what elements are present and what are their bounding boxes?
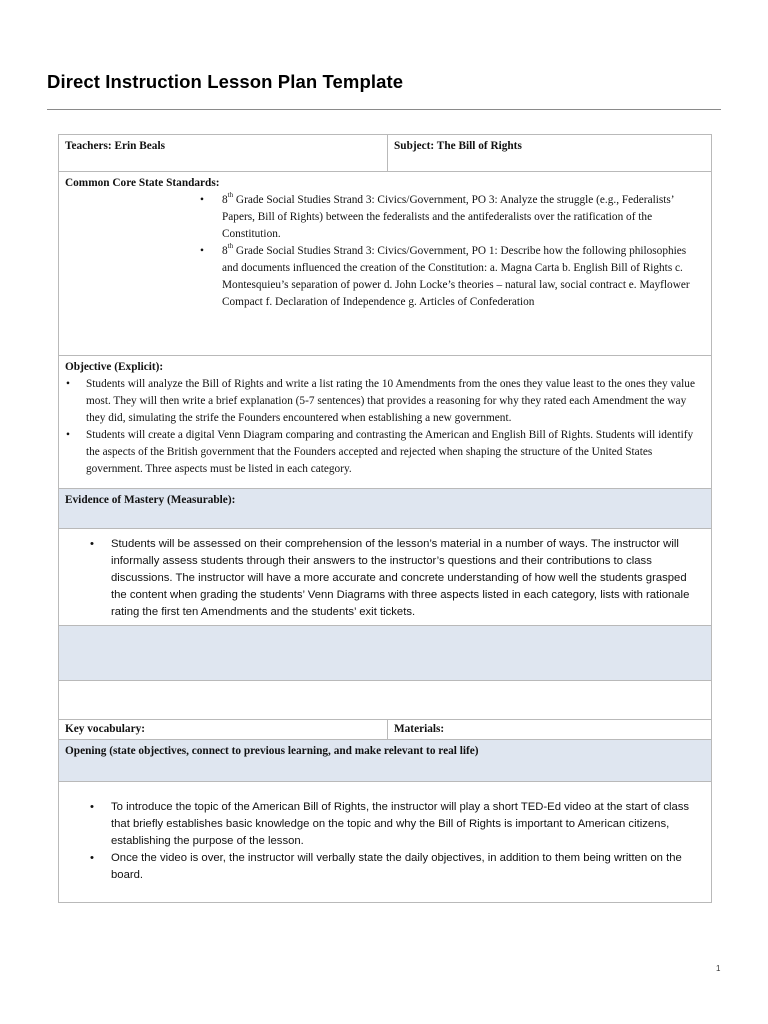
bullet-icon: •	[200, 245, 204, 257]
evidence-list	[65, 536, 705, 621]
opening-item	[65, 850, 705, 884]
opening-list	[65, 799, 705, 884]
objective-item	[65, 376, 705, 427]
title-divider	[47, 109, 721, 110]
key-vocabulary-cell	[59, 720, 388, 740]
opening-text: Once the video is over, the instructor will verbally state the daily objectives, in addition to them being written on the board.	[111, 852, 682, 881]
evidence-item	[65, 536, 705, 621]
header-row	[59, 135, 712, 172]
objective-row	[59, 356, 712, 489]
evidence-row	[59, 529, 712, 626]
opening-item	[65, 799, 705, 850]
opening-header-row	[59, 740, 712, 782]
evidence-label: Evidence of Mastery (Measurable):	[65, 494, 236, 506]
grade-superscript: th	[227, 242, 234, 251]
blank-shaded-row	[59, 626, 712, 681]
opening-header-cell	[59, 740, 712, 782]
evidence-cell	[59, 529, 712, 626]
evidence-header-cell	[59, 489, 712, 529]
standards-row	[59, 172, 712, 356]
vocab-row	[59, 720, 712, 740]
objective-cell	[59, 356, 712, 489]
objective-list	[65, 376, 705, 478]
standards-label: Common Core State Standards:	[65, 177, 220, 189]
grade-superscript: th	[227, 191, 234, 200]
objective-text: Students will create a digital Venn Diagram comparing and contrasting the American and English Bill of Rights. Students will identify the aspects of the British government that the Founders accepted and rejected when shaping the structure of the United States government. Three aspects must be listed in each category.	[86, 429, 694, 475]
objective-label: Objective (Explicit):	[65, 361, 164, 373]
blank-cell	[59, 681, 712, 720]
standard-item	[65, 192, 705, 243]
document-title: Direct Instruction Lesson Plan Template	[47, 71, 404, 92]
opening-cell	[59, 782, 712, 903]
bullet-icon: •	[66, 429, 70, 441]
materials-cell	[388, 720, 712, 740]
subject-label: Subject: The Bill of Rights	[394, 140, 522, 152]
grade-number: 8	[222, 245, 228, 257]
standard-text: Grade Social Studies Strand 3: Civics/Government, PO 3: Analyze the struggle (e.g., Federalists’ Papers, Bill of Rights) between the federalists and the antifederalists over the ratification of the Constitution.	[222, 194, 674, 240]
standard-text: Grade Social Studies Strand 3: Civics/Government, PO 1: Describe how the following philosophies and documents influenced the creation of the Constitution: a. Magna Carta b. English Bill of Rights c. Montesquieu’s separation of power d. John Locke’s theories – natural law, social contract e. Mayflower Compact f. Declaration of Independence g. Articles of Confederation	[222, 245, 690, 308]
standards-list	[65, 192, 705, 311]
bullet-icon: •	[90, 538, 94, 550]
page-number: 1	[716, 964, 721, 973]
standards-cell	[59, 172, 712, 356]
teachers-label: Teachers: Erin Beals	[65, 140, 165, 152]
lesson-plan-table	[58, 134, 712, 903]
objective-item	[65, 427, 705, 478]
grade-number: 8	[222, 194, 228, 206]
blank-row	[59, 681, 712, 720]
blank-shaded-cell	[59, 626, 712, 681]
opening-text: To introduce the topic of the American Bill of Rights, the instructor will play a short TED-Ed video at the start of class that briefly establishes basic knowledge on the topic and why the Bill of Rights is important to American citizens, establishing the purpose of the lesson.	[111, 801, 690, 847]
opening-row	[59, 782, 712, 903]
standard-item	[65, 243, 705, 311]
materials-label: Materials:	[394, 723, 445, 735]
bullet-icon: •	[90, 801, 94, 813]
evidence-text: Students will be assessed on their comprehension of the lesson’s material in a number of ways. The instructor will informally assess students through their answers to the instructor’s questions and their contributions to class discussions. The instructor will have a more accurate and concrete understanding of how well the students grasped the content when grading the students’ Venn Diagrams with three aspects listed in each category, lists with rationale rating the first ten Amendments and the students’ exit tickets.	[111, 538, 690, 618]
evidence-header-row	[59, 489, 712, 529]
objective-text: Students will analyze the Bill of Rights and write a list rating the 10 Amendments from the ones they value least to the ones they value most. They will then write a brief explanation (5-7 sentences) that provides a reasoning for why they rated each Amendment the way they did, simulating the strife the Founders encountered when establishing a new government.	[86, 378, 695, 424]
bullet-icon: •	[90, 852, 94, 864]
teachers-cell	[59, 135, 388, 172]
key-vocabulary-label: Key vocabulary:	[65, 723, 146, 735]
bullet-icon: •	[200, 194, 204, 206]
bullet-icon: •	[66, 378, 70, 390]
opening-label: Opening (state objectives, connect to previous learning, and make relevant to real life)	[65, 745, 479, 757]
subject-cell	[388, 135, 712, 172]
